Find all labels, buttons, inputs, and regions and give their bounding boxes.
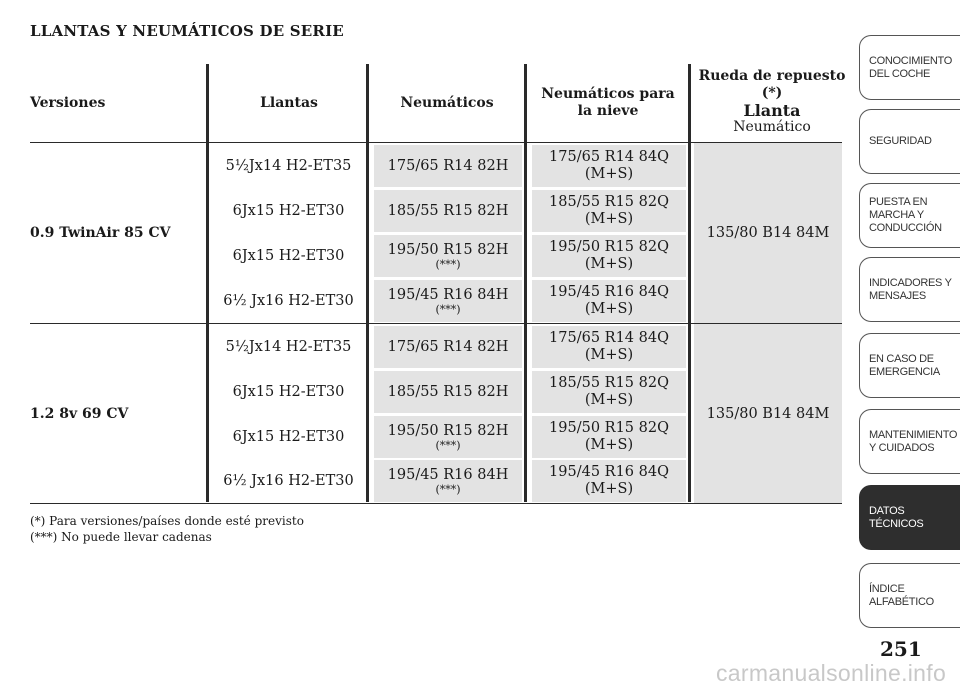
nieve-cell (532, 460, 686, 502)
page-number: 251 (880, 637, 922, 661)
nieve-note: (M+S) (584, 166, 634, 182)
column-divider (366, 64, 369, 502)
neumatico-note: (***) (435, 257, 461, 271)
llanta-cell (213, 460, 364, 502)
llanta-value: 5½Jx14 H2-ET35 (225, 338, 352, 355)
neumatico-cell (374, 460, 522, 502)
llanta-cell (213, 416, 364, 458)
chapter-tab-conocimiento[interactable] (859, 35, 960, 100)
neumatico-value: 175/65 R14 82H (387, 338, 509, 355)
watermark: carmanualsonline.info (716, 660, 947, 686)
llanta-cell (213, 280, 364, 322)
llanta-value: 6Jx15 H2-ET30 (232, 428, 345, 445)
neumatico-cell (374, 235, 522, 277)
spare-wheel-cell (694, 143, 842, 323)
llanta-cell (213, 190, 364, 232)
nieve-value: 175/65 R14 84Q (549, 149, 669, 165)
version-label: 0.9 TwinAir 85 CV (30, 225, 171, 241)
neumatico-cell (374, 280, 522, 322)
chapter-tab-seguridad[interactable] (859, 109, 960, 174)
nieve-note: (M+S) (584, 481, 634, 497)
header-nieve-line2: la nieve (577, 103, 639, 119)
llanta-value: 6½ Jx16 H2-ET30 (223, 292, 354, 309)
chapter-tab-label: DATOS TÉCNICOS (869, 504, 924, 530)
header-neumaticos: Neumáticos (400, 95, 494, 111)
header-nieve (530, 86, 686, 120)
chapter-tab-indice[interactable] (859, 563, 960, 628)
header-repuesto-line2: (*) (761, 85, 783, 101)
neumatico-value: 175/65 R14 82H (387, 157, 509, 174)
chapter-tab-puesta-en-marcha[interactable] (859, 183, 960, 248)
nieve-value: 195/50 R15 82Q (549, 420, 669, 436)
neumatico-value: 195/50 R15 82H (387, 422, 509, 439)
nieve-value: 195/50 R15 82Q (549, 239, 669, 255)
chapter-tab-emergencia[interactable] (859, 333, 960, 398)
chapter-tab-label: EN CASO DE EMERGENCIA (869, 352, 940, 378)
neumatico-note: (***) (435, 438, 461, 452)
nieve-note: (M+S) (584, 437, 634, 453)
chapter-tab-datos-tecnicos[interactable] (859, 485, 960, 550)
footnote: (***) No puede llevar cadenas (30, 530, 212, 544)
nieve-note: (M+S) (584, 392, 634, 408)
neumatico-cell (374, 371, 522, 413)
header-repuesto (694, 68, 850, 136)
llanta-cell (213, 235, 364, 277)
llanta-cell (213, 145, 364, 187)
neumatico-value: 195/45 R16 84H (387, 466, 509, 483)
neumatico-cell (374, 416, 522, 458)
chapter-tab-indicadores[interactable] (859, 257, 960, 322)
nieve-value: 195/45 R16 84Q (549, 464, 669, 480)
nieve-value: 185/55 R15 82Q (549, 194, 669, 210)
neumatico-value: 185/55 R15 82H (387, 383, 509, 400)
chapter-tab-mantenimiento[interactable] (859, 409, 960, 474)
header-repuesto-line1: Rueda de repuesto (698, 68, 846, 84)
nieve-value: 175/65 R14 84Q (549, 330, 669, 346)
nieve-value: 195/45 R16 84Q (549, 284, 669, 300)
neumatico-value: 195/50 R15 82H (387, 241, 509, 258)
chapter-tab-label: SEGURIDAD (869, 135, 932, 147)
neumatico-cell (374, 190, 522, 232)
page-title: LLANTAS Y NEUMÁTICOS DE SERIE (30, 22, 344, 40)
nieve-note: (M+S) (584, 256, 634, 272)
chapter-tab-label: ÍNDICE ALFABÉTICO (869, 582, 934, 608)
nieve-cell (532, 326, 686, 368)
column-divider (206, 64, 209, 502)
llanta-value: 6Jx15 H2-ET30 (232, 202, 345, 219)
llanta-value: 5½Jx14 H2-ET35 (225, 157, 352, 174)
spare-wheel-value: 135/80 B14 84M (706, 225, 830, 241)
spare-wheel-cell (694, 324, 842, 503)
nieve-value: 185/55 R15 82Q (549, 375, 669, 391)
header-llantas: Llantas (260, 95, 318, 111)
llanta-value: 6½ Jx16 H2-ET30 (223, 472, 354, 489)
llanta-cell (213, 326, 364, 368)
nieve-cell (532, 416, 686, 458)
header-nieve-line1: Neumáticos para (541, 86, 675, 102)
neumatico-note: (***) (435, 482, 461, 496)
chapter-tab-label: CONOCIMIENTO DEL COCHE (869, 54, 952, 80)
neumatico-cell (374, 145, 522, 187)
nieve-cell (532, 145, 686, 187)
header-versiones: Versiones (30, 95, 106, 111)
column-divider (524, 64, 527, 502)
version-label: 1.2 8v 69 CV (30, 406, 129, 422)
chapter-tab-label: PUESTA EN MARCHA Y CONDUCCIÓN (869, 196, 942, 234)
nieve-note: (M+S) (584, 301, 634, 317)
header-repuesto-line4: Neumático (733, 119, 811, 135)
chapter-tab-label: MANTENIMIENTO Y CUIDADOS (869, 428, 958, 454)
llanta-cell (213, 371, 364, 413)
nieve-note: (M+S) (584, 347, 634, 363)
neumatico-cell (374, 326, 522, 368)
table-bottom-rule (30, 503, 842, 504)
spare-wheel-value: 135/80 B14 84M (706, 405, 830, 422)
nieve-cell (532, 280, 686, 322)
column-divider (688, 64, 691, 502)
header-repuesto-line3: Llanta (743, 101, 801, 120)
nieve-cell (532, 235, 686, 277)
nieve-note: (M+S) (584, 211, 634, 227)
llanta-value: 6Jx15 H2-ET30 (232, 383, 345, 400)
nieve-cell (532, 190, 686, 232)
llanta-value: 6Jx15 H2-ET30 (232, 247, 345, 264)
neumatico-value: 195/45 R16 84H (387, 286, 509, 303)
neumatico-note: (***) (435, 302, 461, 316)
neumatico-value: 185/55 R15 82H (387, 202, 509, 219)
chapter-tab-label: INDICADORES Y MENSAJES (869, 276, 952, 302)
footnote: (*) Para versiones/países donde esté previsto (30, 514, 304, 528)
nieve-cell (532, 371, 686, 413)
